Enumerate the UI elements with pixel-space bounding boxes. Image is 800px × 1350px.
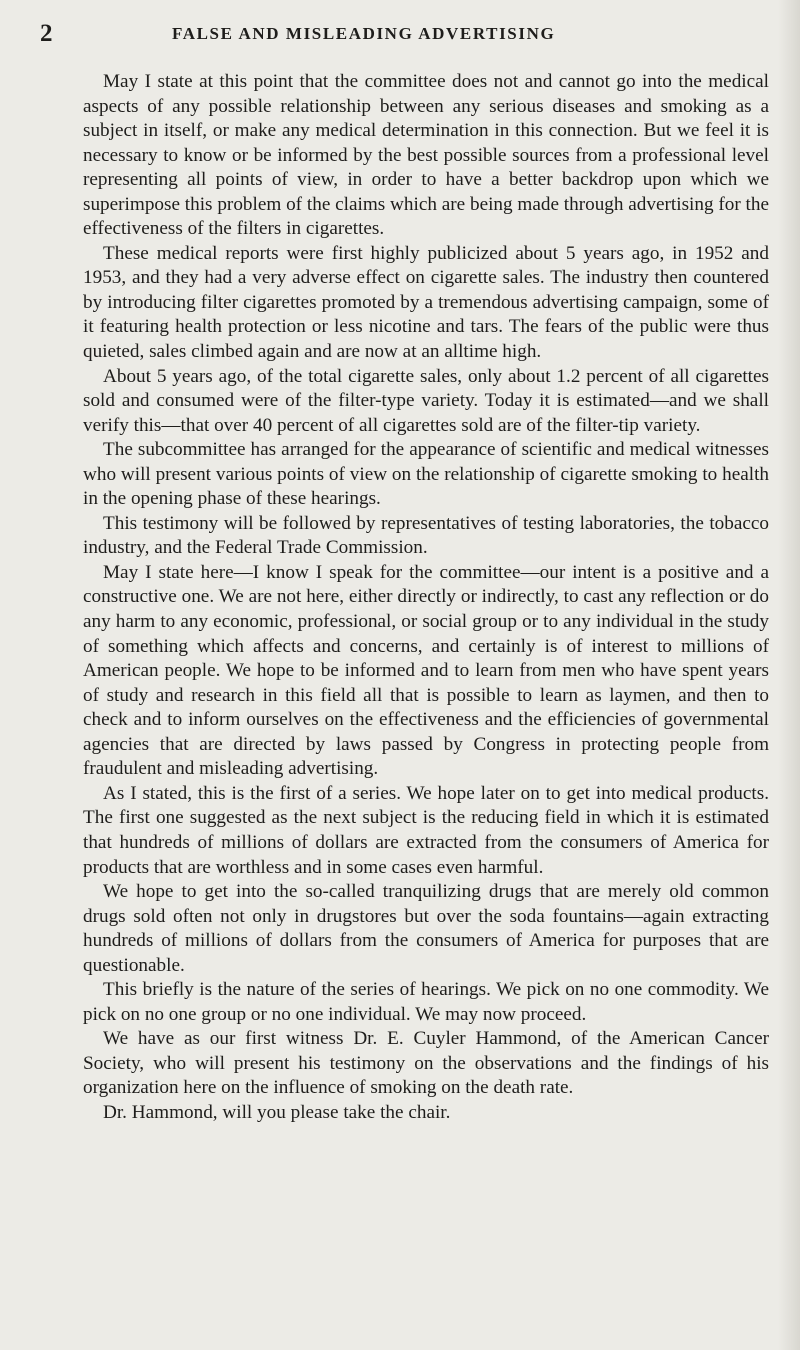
paragraph: This briefly is the nature of the series of hearings. We pick on no one commodity. We pick on no one group or no one individual. We may now proceed.	[83, 979, 769, 1025]
running-head	[0, 12, 800, 52]
paragraph: May I state here—I know I speak for the committee—our intent is a positive and a constructive one. We are not here, either directly or indirectly, to cast any reflection or do any harm to any economic, professional, or social group or to any individual in the study of something which affects and concerns, and certainly is of interest to millions of American people. We hope to be informed and to learn from men who have spent years of study and research in this field all that is possible to learn as laymen, and then to check and to inform ourselves on the effectiveness and the efficiencies of governmental agencies that are directed by laws passed by Congress in protecting people from fraudulent and misleading advertising.	[83, 561, 769, 780]
paragraph: We hope to get into the so-called tranquilizing drugs that are merely old common drugs sold often not only in drugstores but over the soda fountains—again extracting hundreds of millions of dollars from the consumers of America for purposes that are questionable.	[83, 881, 769, 976]
paragraph: These medical reports were first highly publicized about 5 years ago, in 1952 and 1953, and they had a very adverse effect on cigarette sales. The industry then countered by introducing filter cigarettes promoted by a tremendous advertising campaign, some of it featuring health protection or less nicotine and tars. The fears of the public were thus quieted, sales climbed again and are now at an alltime high.	[83, 242, 769, 363]
header-title: FALSE AND MISLEADING ADVERTISING	[172, 24, 556, 43]
paragraph: This testimony will be followed by representatives of testing laboratories, the tobacco industry, and the Federal Trade Commission.	[83, 512, 769, 559]
paragraph: We have as our first witness Dr. E. Cuyler Hammond, of the American Cancer Society, who will present his testimony on the observations and the findings of his organization here on the influence of smoking on the death rate.	[83, 1028, 769, 1099]
paragraph: Dr. Hammond, will you please take the chair.	[103, 1101, 451, 1123]
paragraph: About 5 years ago, of the total cigarette sales, only about 1.2 percent of all cigarettes sold and consumed were of the filter-type variety. Today it is estimated—and we shall verify this—that over 40 percent of all cigarettes sold are of the filter-tip variety.	[83, 365, 769, 436]
page-edge-shadow	[778, 0, 800, 1350]
body-text	[83, 70, 769, 1126]
paragraph: The subcommittee has arranged for the appearance of scientific and medical witnesses who will present various points of view on the relationship of cigarette smoking to health in the opening phase of these hearings.	[83, 439, 769, 510]
paragraph: As I stated, this is the first of a series. We hope later on to get into medical products. The first one suggested as the next subject is the reducing field in which it is estimated that hundreds of millions of dollars are extracted from the consumers of America for products that are worthless and in some cases even harmful.	[83, 782, 769, 878]
page-number: 2	[40, 20, 53, 47]
paragraph: May I state at this point that the committee does not and cannot go into the medical aspects of any possible relationship between any serious diseases and smoking as a subject in itself, or make any medical determination in this connection. But we feel it is necessary to know or be informed by the best possible sources from a professional level representing all points of view, in order to have a better backdrop upon which we superimpose this problem of the claims which are being made through advertising for the effectiveness of the filters in cigarettes.	[83, 71, 769, 240]
